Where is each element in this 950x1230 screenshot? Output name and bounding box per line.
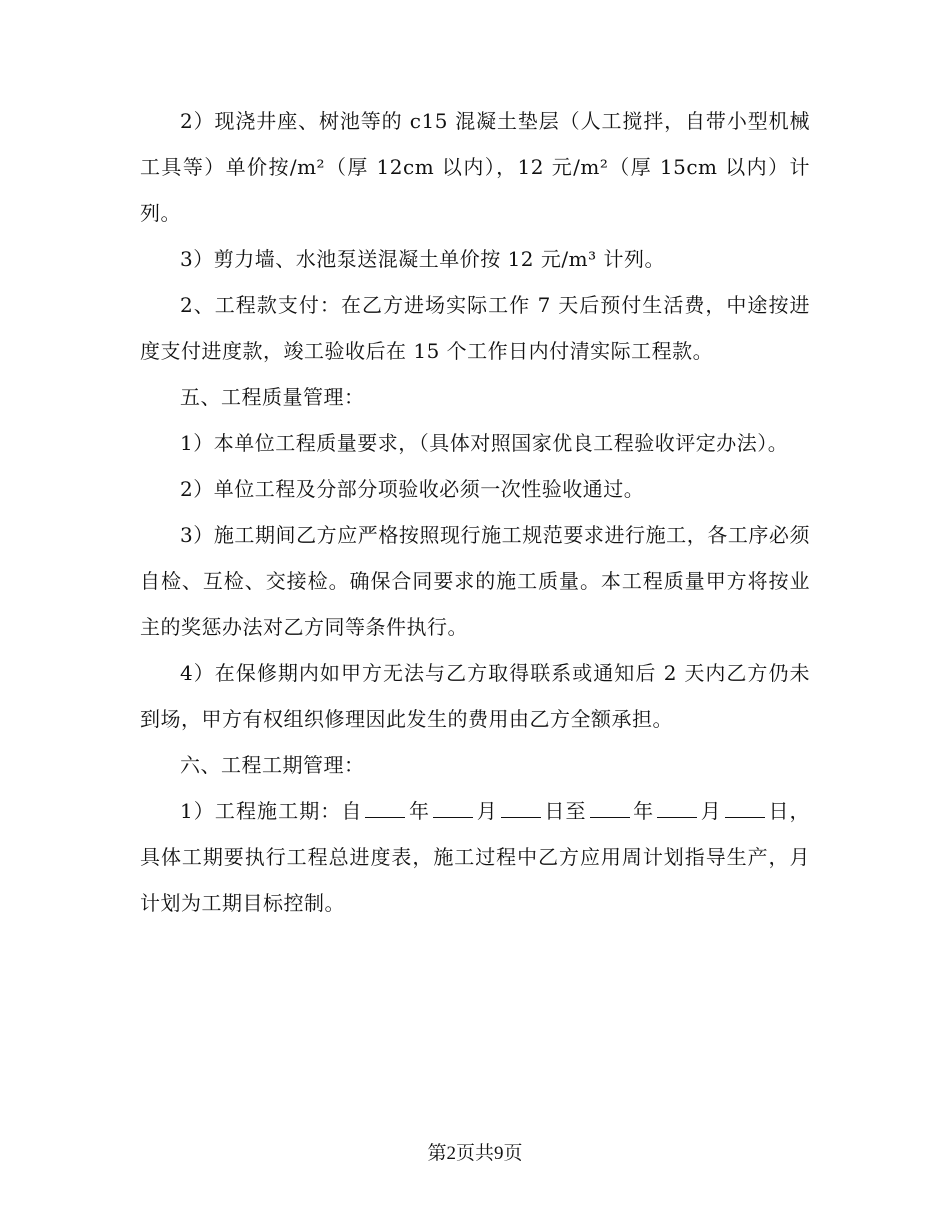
blank-month-start [433, 816, 473, 818]
blank-day-start [501, 816, 541, 818]
paragraph-construction-standard: 3）施工期间乙方应严格按照现行施工规范要求进行施工，各工序必须自检、互检、交接检。确保合同要求的施工质量。本工程质量甲方将按业主的奖惩办法对乙方同等条件执行。 [140, 523, 810, 639]
schedule-day-end: 日， [767, 799, 811, 823]
blank-day-end [725, 816, 765, 818]
paragraph-warranty: 4）在保修期内如甲方无法与乙方取得联系或通知后 2 天内乙方仍未到场，甲方有权组织修理因此发生的费用由乙方全额承担。 [140, 661, 810, 731]
schedule-year-2: 年 [632, 799, 655, 823]
blank-month-end [657, 816, 697, 818]
schedule-day-to: 日至 [543, 799, 587, 823]
heading-schedule-management: 六、工程工期管理： [180, 753, 365, 777]
schedule-year-1: 年 [408, 799, 431, 823]
heading-quality-management: 五、工程质量管理： [180, 385, 365, 409]
paragraph-c15-concrete: 2）现浇井座、树池等的 c15 混凝土垫层（人工搅拌，自带小型机械工具等）单价按/m²（厚 12cm 以内），12 元/m²（厚 15cm 以内）计列。 [140, 109, 810, 225]
paragraph-construction-period [140, 788, 810, 926]
paragraph-quality-requirement: 1）本单位工程质量要求，（具体对照国家优良工程验收评定办法）。 [180, 431, 789, 455]
document-body [140, 98, 810, 926]
schedule-rest: 具体工期要执行工程总进度表，施工过程中乙方应用周计划指导生产，月计划为工期目标控制。 [140, 845, 810, 915]
page-number-footer: 第2页共9页 [427, 1143, 523, 1164]
schedule-prefix: 1）工程施工期：自 [180, 799, 363, 823]
paragraph-payment: 2、工程款支付：在乙方进场实际工作 7 天后预付生活费，中途按进度支付进度款，竣工验收后在 15 个工作日内付清实际工程款。 [140, 293, 810, 363]
paragraph-acceptance: 2）单位工程及分部分项验收必须一次性验收通过。 [180, 477, 645, 501]
blank-year-end [590, 816, 630, 818]
blank-year-start [365, 816, 405, 818]
paragraph-shear-wall: 3）剪力墙、水池泵送混凝土单价按 12 元/m³ 计列。 [180, 247, 665, 271]
schedule-month-2: 月 [700, 799, 722, 823]
schedule-month-1: 月 [476, 799, 498, 823]
